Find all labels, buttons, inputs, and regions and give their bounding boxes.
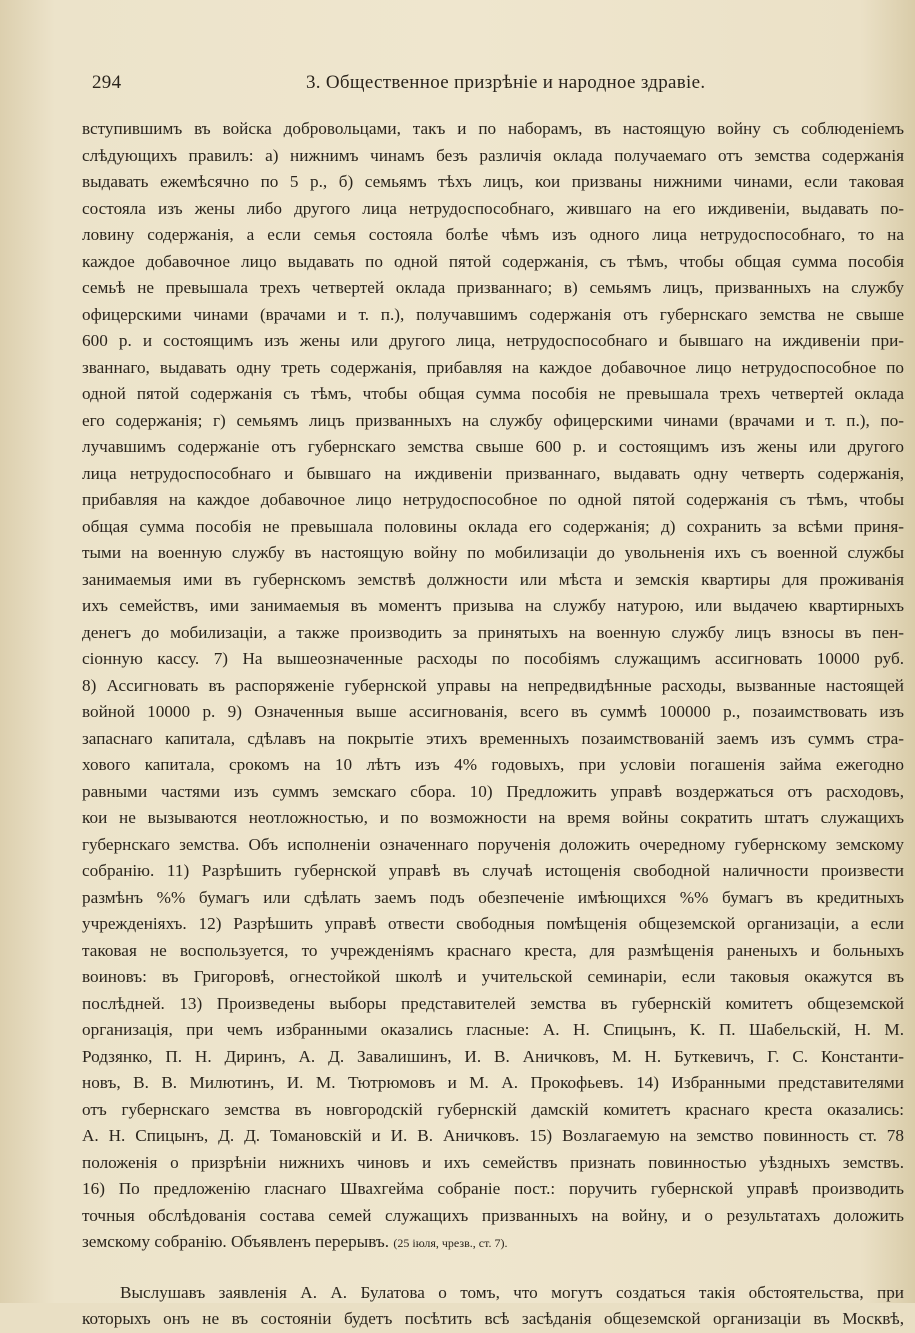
text-line: семьѣ не превышала трехъ четвертей оклада призваннаго; в) семьямъ лицъ, призванныхъ на службу [82,278,904,297]
text-line: 16) По предложенію гласнаго Швахгейма собраніе пост.: поручить губернской управѣ производить [82,1179,904,1198]
text-line: новъ, В. В. Милютинъ, И. М. Тютрюмовъ и М. А. Прокофьевъ. 14) Избранными представителями [82,1073,904,1092]
paragraph-2 [82,1280,904,1333]
text-line: лица нетрудоспособнаго и бывшаго на иждивеніи призваннаго, выдавать одну четверть содержанія, [82,463,904,483]
text-line: 8) Ассигновать въ распоряженіе губернской управы на непредвидѣнные расходы, вызванные настоящей [82,675,904,695]
text-line: послѣдней. 13) Произведены выборы представителей земства въ губернскій комитетъ общеземской [82,993,904,1013]
text-line: состояла изъ жены либо другого лица нетрудоспособнаго, жившаго на его иждивеніи, выдавать по- [82,198,904,218]
paragraph-1 [82,116,904,1229]
text-line: слѣдующихъ правилъ: а) нижнимъ чинамъ безъ различія оклада получаемаго отъ земства содержанія [82,145,904,165]
text-line: тыми на военную службу въ настоящую войну по мобилизаціи до увольненія ихъ съ военной службы [82,543,904,562]
text-line: войной 10000 р. 9) Означенныя выше ассигнованія, всего въ суммѣ 100000 р., позаимствовать изъ [82,702,904,721]
body-text [82,116,904,1333]
text-line: отъ губернскаго земства въ новгородскій губернскій дамскій комитетъ краснаго креста оказались: [82,1099,904,1119]
text-line: одной пятой содержанія съ тѣмъ, чтобы общая сумма пособія не превышала трехъ четвертей оклада [82,384,904,403]
text-line: офицерскими чинами (врачами и т. п.), получавшимъ содержанія отъ губернскаго земства не свыше [82,304,904,324]
text-line: прибавляя на каждое добавочное лицо нетрудоспособное по одной пятой содержанія съ тѣмъ, чтобы [82,490,904,509]
text-line: ловину содержанія, а если семья состояла болѣе чѣмъ изъ одного лица нетрудоспособнаго, то на [82,225,904,244]
text-line: положенія о призрѣніи нижнихъ чиновъ и ихъ семействъ признать повинностью уѣздныхъ земствъ. [82,1152,904,1172]
text-line: Родзянко, П. Н. Диринъ, А. Д. Завалишинъ, И. В. Аничковъ, М. Н. Буткевичъ, Г. С. Константи- [82,1046,904,1066]
text-line: денегъ до мобилизаціи, а также производить за принятыхъ на военную службу лицъ взносы въ пен- [82,622,904,642]
page-number: 294 [92,72,122,93]
text-line: кои не вызываются неотложностью, и по возможности на время войны сократить штатъ служащихъ [82,808,904,827]
text-line: выдавать ежемѣсячно по 5 р., б) семьямъ тѣхъ лицъ, кои призваны нижними чинами, если таковая [82,172,904,191]
text-line: размѣнъ %% бумагъ или сдѣлать заемъ подъ обезпеченіе имѣющихся %% бумагъ въ кредитныхъ [82,887,904,907]
text-line: равными частями изъ суммъ земскаго сбора. 10) Предложить управѣ воздержаться отъ расходовъ, [82,781,904,801]
text-line: 600 р. и состоящимъ изъ жены или другого лица, нетрудоспособнаго и бывшаго на иждивеніи при- [82,331,904,350]
text-line: лучавшимъ содержаніе отъ губернскаго земства свыше 600 р. и состоящимъ изъ жены или другого [82,437,904,456]
text-line: общая сумма пособія не превышала половины оклада его содержанія; д) сохранить за всѣми приня- [82,516,904,536]
text-line: А. Н. Спицынъ, Д. Д. Томановскій и И. В. Аничковъ. 15) Возлагаемую на земство повинность ст. 78 [82,1126,904,1145]
text-line: каждое добавочное лицо выдавать по одной пятой содержанія, съ тѣмъ, чтобы общая сумма пособія [82,251,904,271]
text-line: хового капитала, срокомъ на 10 лѣтъ изъ 4% годовыхъ, при условіи погашенія займа ежегодно [82,755,904,774]
text-line: Выслушавъ заявленія А. А. Булатова о томъ, что могутъ создаться такія обстоятельства, при [120,1282,904,1302]
paragraph-1-last-line [82,1229,904,1256]
text-line: ихъ семействъ, ими занимаемыя въ моментъ призыва на службу натурою, или выдачею квартирныхъ [82,596,904,615]
page-header [92,72,891,102]
text-line: собранію. 11) Разрѣшить губернской управѣ въ случаѣ истощенія свободной наличности произвести [82,861,904,880]
paragraph-1-last-text: земскому собранію. Объявленъ перерывъ. [82,1232,390,1251]
text-line: таковая не воспользуется, то учрежденіямъ краснаго креста, для размѣщенія раненыхъ и больныхъ [82,940,904,960]
text-line: воиновъ: въ Григоровѣ, огнестойкой школѣ и учительской семинаріи, если таковыя окажутся въ [82,967,904,986]
paragraph-gap [82,1256,904,1280]
text-line: сіонную кассу. 7) На вышеозначенные расходы по пособіямъ служащимъ ассигновать 10000 руб. [82,649,904,668]
text-line: которыхъ онъ не въ состояніи будетъ посѣтить всѣ засѣданія общеземской организаціи въ Москвѣ, [82,1309,904,1328]
text-line: занимаемыя ими въ губернскомъ земствѣ должности или мѣста и земскія квартиры для проживанія [82,569,904,589]
text-line: учрежденіяхъ. 12) Разрѣшить управѣ отвести свободныя помѣщенія общеземской организаціи, а если [82,914,904,933]
text-line: званнаго, выдавать одну треть содержанія, прибавляя на каждое добавочное лицо нетрудоспособное по [82,357,904,377]
text-line: губернскаго земства. Объ исполненіи означеннаго порученія доложить очередному губернскому земскому [82,834,904,854]
text-line: запаснаго капитала, сдѣлавъ на покрытіе этихъ временныхъ позаимствованій заемъ изъ суммъ стра- [82,728,904,748]
text-line: вступившимъ въ войска добровольцами, такъ и по наборамъ, въ настоящую войну съ соблюденіемъ [82,119,904,138]
running-title: 3. Общественное призрѣніе и народное здравіе. [306,72,706,93]
text-line: организація, при чемъ избранными оказались гласные: А. Н. Спицынъ, К. П. Шабельскій, Н. М. [82,1020,904,1039]
text-line: его содержанія; г) семьямъ лицъ призванныхъ на службу офицерскими чинами (врачами и т. п.), по- [82,410,904,430]
text-line: точныя обслѣдованія состава семей служащихъ призванныхъ на войну, и о результатахъ доложить [82,1205,904,1225]
source-note: (25 іюля, чрезв., ст. 7). [393,1236,508,1250]
